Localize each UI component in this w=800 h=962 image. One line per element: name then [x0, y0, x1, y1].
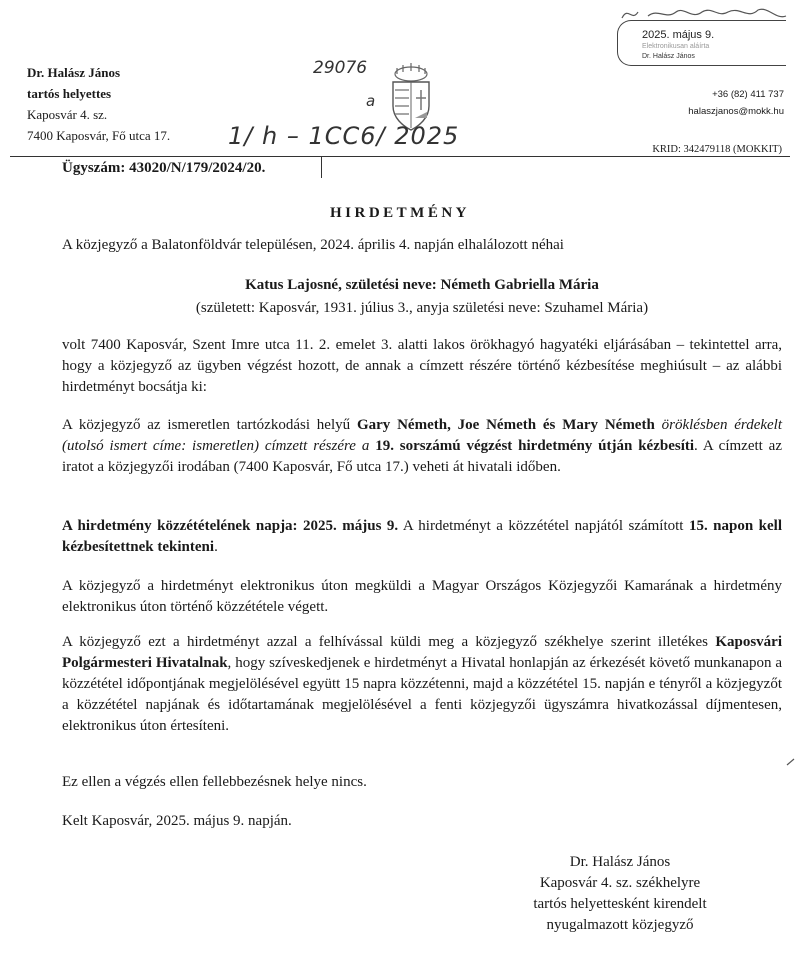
paragraph-5: [62, 632, 782, 737]
signature-name: Dr. Halász János: [569, 854, 671, 870]
p2-part-a: A közjegyző az ismeretlen tartózkodási helyű: [62, 417, 357, 433]
handwritten-reference: 1/ h – 1CC6/ 2025: [228, 122, 460, 150]
krid-number: KRID: 342479118 (MOKKIT): [652, 144, 782, 155]
p2-part-c: öröklésben érdekelt (utolsó ismert címe: ismeretlen) címzett részére a: [62, 417, 782, 454]
margin-tick: [786, 757, 796, 767]
document-title: HIRDETMÉNY: [329, 205, 470, 221]
sender-role: tartós helyettes: [27, 86, 112, 101]
paragraph-3: [62, 516, 782, 558]
paragraph-4: A közjegyző a hirdetményt elektronikus úton megküldi a Magyar Országos Közjegyzői Kamarának a hirdetmény elektronikus úton történő közzététele végett.: [62, 578, 782, 615]
p2-part-e: . A címzett az iratot a közjegyzői irodában (7400 Kaposvár, Fő utca 17.) veheti át hivatali időben.: [62, 438, 782, 475]
handwritten-letter: a: [366, 92, 376, 110]
sender-address: 7400 Kaposvár, Fő utca 17.: [27, 128, 171, 143]
paragraph-1: volt 7400 Kaposvár, Szent Imre utca 11. 2. emelet 3. alatti lakos örökhagyó hagyatéki eljárásában – tekintettel arra, hogy a közjegyző az ügyben végzést hozott, de annak a címzett részére történő kézbesítése meghiúsult – az alábbi hirdetményt bocsátja ki:: [62, 337, 782, 395]
p5-part-a: A közjegyző ezt a hirdetményt azzal a felhívással küldi meg a közjegyző székhelye szerint illetékes: [62, 634, 716, 650]
paragraph-6: Ez ellen a végzés ellen fellebbezésnek helye nincs.: [62, 774, 367, 790]
p3-part-d: .: [214, 539, 218, 555]
p3-part-b: A hirdetményt a közzététel napjától számított: [398, 518, 689, 534]
p2-delivery: 19. sorszámú végzést hirdetmény útján kézbesíti: [375, 438, 695, 454]
signature-line4: nyugalmazott közjegyző: [546, 917, 694, 933]
signature-line3: tartós helyettesként kirendelt: [533, 896, 707, 912]
paragraph-7: Kelt Kaposvár, 2025. május 9. napján.: [62, 813, 292, 829]
p5-part-c: , hogy szíveskedjenek e hirdetményt a Hivatal honlapján az érkezését követő munkanapon a közzététel időpontjának megjelölésével együtt 15 napra közzétenni, majd a közzététel 15. napján e tényről a közjegyzőt a közzététel napjának és időtartamának megjelölésével a fenti közjegyzői ügyszámra hivatkozással díjmentesen, elektronikus úton értesíteni.: [62, 655, 783, 734]
electronic-signature-stamp: [617, 20, 786, 66]
p5-office: Kaposvári Polgármesteri Hivatalnak: [62, 634, 782, 671]
sender-block: [27, 62, 170, 146]
contact-email: halaszjanos@mokk.hu: [688, 106, 784, 117]
stamp-date: 2025. május 9.: [642, 29, 715, 41]
sender-name: Dr. Halász János: [27, 65, 121, 80]
deceased-name: Katus Lajosné, születési neve: Németh Gabriella Mária: [245, 277, 599, 293]
paragraph-2: [62, 415, 782, 478]
header-divider-vertical: [321, 156, 322, 178]
deceased-details: (született: Kaposvár, 1931. július 3., anyja születési neve: Szuhamel Mária): [195, 300, 649, 316]
contact-block: [688, 86, 784, 120]
stamp-line1: Elektronikusan aláírta: [642, 43, 710, 50]
p2-heirs: Gary Németh, Joe Németh és Mary Németh: [356, 417, 655, 433]
stamp-line2: Dr. Halász János: [642, 53, 695, 60]
case-number: Ügyszám: 43020/N/179/2024/20.: [62, 160, 266, 176]
sender-office: Kaposvár 4. sz.: [27, 107, 108, 122]
signature-line2: Kaposvár 4. sz. székhelyre: [539, 875, 701, 891]
header-divider: [10, 156, 790, 157]
handwritten-number: 29076: [313, 58, 368, 78]
contact-phone: +36 (82) 411 737: [712, 89, 784, 100]
p3-publication-date: A hirdetmény közzétételének napja: 2025. május 9.: [62, 518, 399, 534]
intro-paragraph: A közjegyző a Balatonföldvár településen, 2024. április 4. napján elhalálozott néhai: [62, 237, 564, 253]
margin-mark: [786, 754, 796, 772]
p3-deadline: 15. napon kell kézbesítettnek tekinteni: [62, 518, 783, 555]
signature-block: [470, 852, 770, 936]
